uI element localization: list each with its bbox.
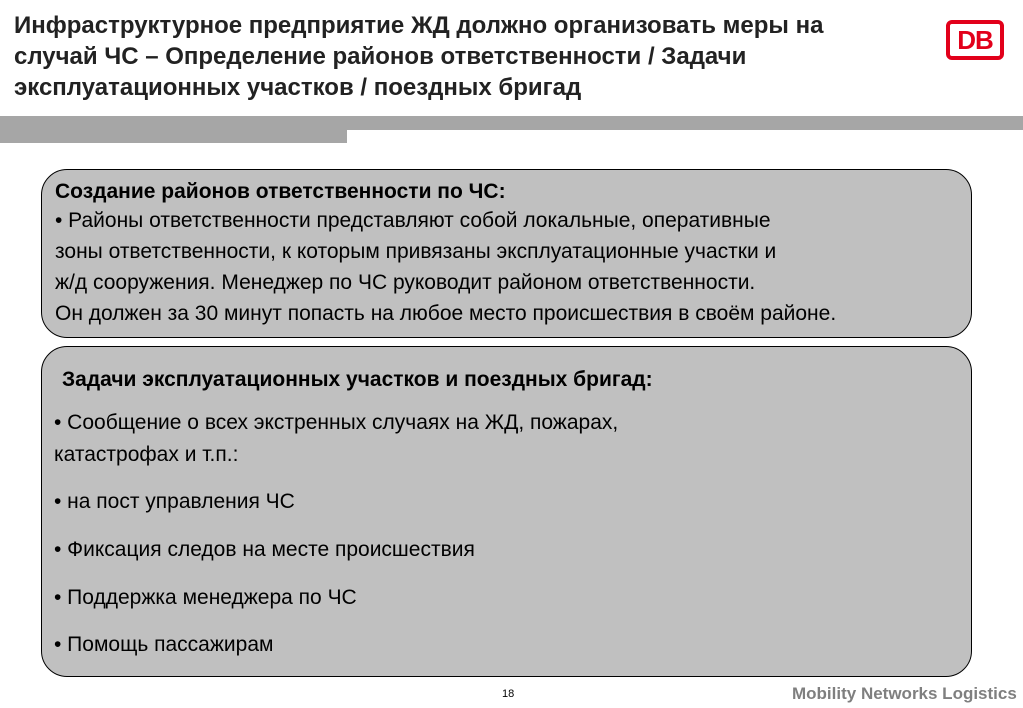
list-item: • Помощь пассажирам: [54, 633, 274, 656]
title-line: Инфраструктурное предприятие ЖД должно организовать меры на: [14, 12, 824, 39]
box-heading: Создание районов ответственности по ЧС:: [55, 180, 506, 203]
db-logo: DB: [946, 20, 1004, 60]
responsibility-areas-box: [41, 169, 972, 338]
body-line: зоны ответственности, к которым привязаны эксплуатационные участки и: [55, 240, 777, 263]
list-item: • Фиксация следов на месте происшествия: [54, 538, 475, 561]
header-accent-bar: [0, 130, 347, 143]
tasks-box: [41, 346, 972, 677]
title-line: случай ЧС – Определение районов ответственности / Задачи: [14, 43, 747, 70]
body-line: ж/д сооружения. Менеджер по ЧС руководит районом ответственности.: [55, 271, 756, 294]
box-body: [55, 205, 1023, 329]
page-number: 18: [502, 688, 515, 700]
list-item: • Поддержка менеджера по ЧС: [54, 586, 357, 609]
body-line: Он должен за 30 минут попасть на любое место происшествия в своём районе.: [55, 302, 837, 325]
header-divider-bar: [0, 116, 1023, 130]
page-title: [14, 10, 914, 103]
brand-text: Mobility Networks Logistics: [792, 684, 1017, 703]
list-item: • на пост управления ЧС: [54, 490, 295, 513]
list-item: • Сообщение о всех экстренных случаях на ЖД, пожарах,: [54, 411, 619, 434]
box-heading: Задачи эксплуатационных участков и поездных бригад:: [62, 368, 653, 391]
title-line: эксплуатационных участков / поездных бригад: [14, 74, 582, 101]
list-item-continuation: катастрофах и т.п.:: [54, 443, 239, 466]
body-line: • Районы ответственности представляют собой локальные, оперативные: [55, 209, 771, 232]
